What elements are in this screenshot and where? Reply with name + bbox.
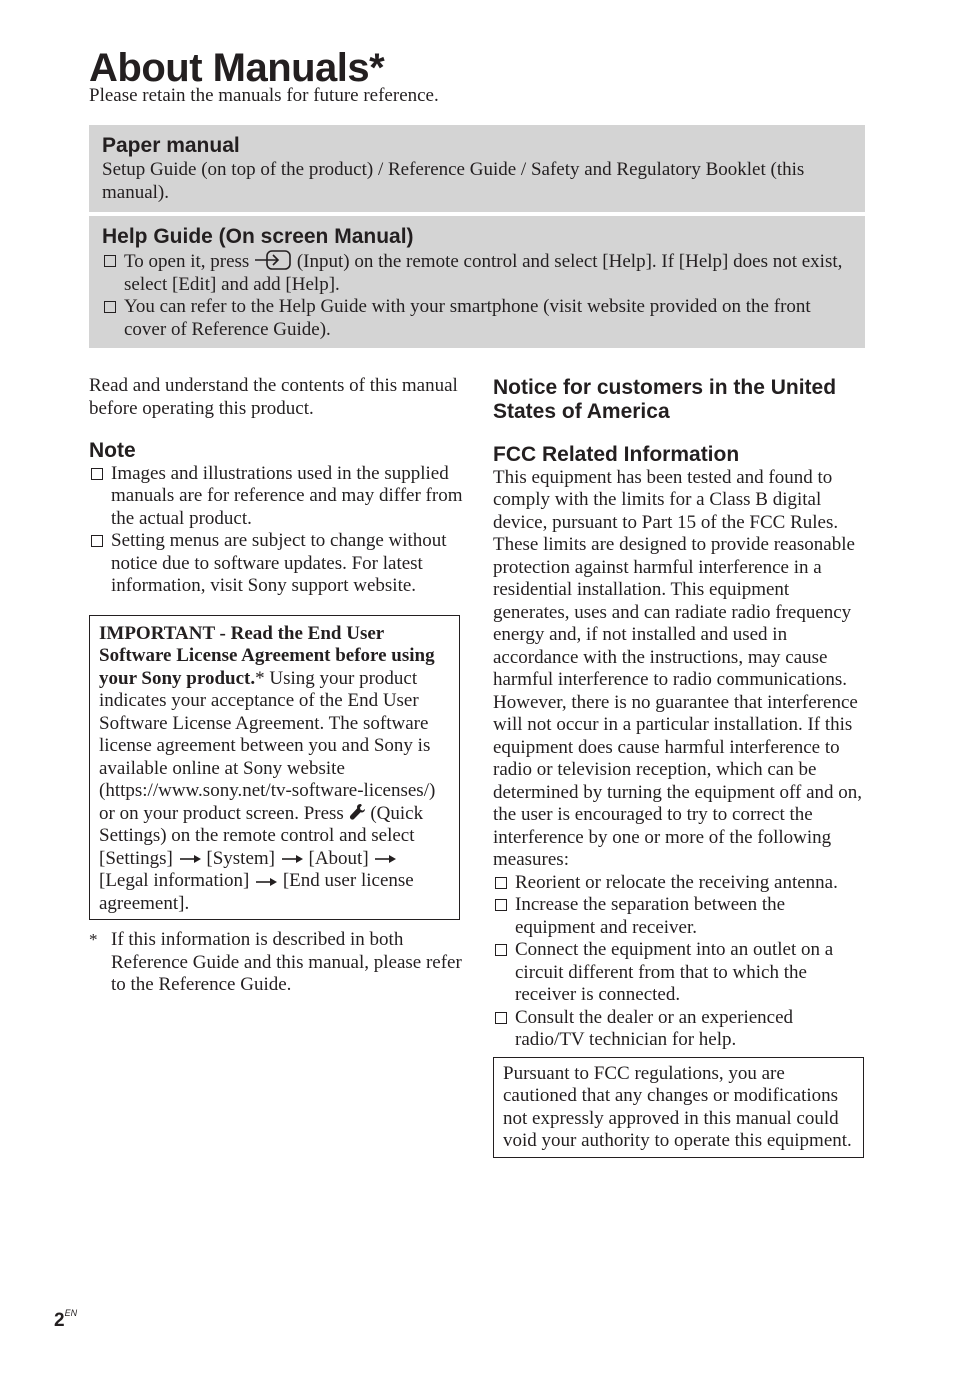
right-column	[493, 376, 865, 1158]
notice-heading: Notice for customers in the United States of America	[493, 376, 837, 423]
help-guide-item-1	[102, 250, 852, 296]
paper-manual-text: Setup Guide (on top of the product) / Reference Guide / Safety and Regulatory Booklet (this manual).	[102, 159, 805, 203]
measure-item-2-text: Increase the separation between the equipment and receiver.	[515, 894, 786, 938]
checkbox-bullet-icon	[495, 1012, 507, 1024]
note-item-2-text: Setting menus are subject to change without notice due to software updates. For latest information, visit Sony support website.	[111, 530, 447, 596]
fcc-caution-box	[493, 1057, 864, 1158]
intro-text: Read and understand the contents of this manual before operating this product.	[89, 375, 458, 419]
checkbox-bullet-icon	[495, 899, 507, 911]
paper-manual-heading: Paper manual	[102, 134, 240, 157]
input-icon	[254, 250, 292, 270]
measure-item-3-text: Connect the equipment into an outlet on a circuit different from that to which the receiver is connected.	[515, 939, 834, 1005]
page-number-value: 2	[54, 1310, 65, 1331]
checkbox-bullet-icon	[91, 535, 103, 547]
measure-item-1-text: Reorient or relocate the receiving antenna.	[515, 871, 838, 893]
measure-item-3	[493, 939, 865, 1007]
help-guide-item-1-after: (Input) on the remote control and select [Help]. If [Help] does not exist, select [Edit] and add [Help].	[124, 251, 843, 295]
arrow-right-icon	[280, 854, 304, 864]
checkbox-bullet-icon	[104, 255, 116, 267]
important-body-quick: (Quick Settings) on the remote control and select [Settings]	[99, 802, 424, 869]
checkbox-bullet-icon	[495, 944, 507, 956]
arrow-right-icon	[254, 877, 278, 887]
important-body-end: [End user license agreement].	[99, 870, 414, 914]
measure-item-4	[493, 1007, 865, 1052]
note-item-1-text: Images and illustrations used in the supplied manuals are for reference and may differ from the actual product.	[111, 462, 463, 529]
note-heading: Note	[89, 439, 136, 462]
page-subtitle: Please retain the manuals for future reference.	[89, 85, 439, 106]
measure-item-2	[493, 894, 865, 939]
footnote	[89, 929, 464, 997]
important-body-system: [System]	[206, 847, 275, 869]
language-code: EN	[64, 1308, 78, 1318]
measure-item-1	[493, 872, 865, 895]
page-title: About Manuals*	[89, 46, 385, 90]
help-guide-item-2-text: You can refer to the Help Guide with your smartphone (visit website provided on the front cover of Reference Guide).	[124, 296, 811, 340]
footnote-mark: *	[89, 930, 98, 949]
help-guide-item-1-before: To open it, press	[124, 251, 250, 272]
help-guide-heading: Help Guide (On screen Manual)	[102, 225, 414, 248]
note-item-1	[89, 463, 464, 531]
help-guide-item-2	[102, 296, 852, 341]
important-body-about: [About]	[308, 847, 369, 869]
important-body-before: * Using your product indicates your acceptance of the End User Software License Agreement. The software license agreement between you and Sony is available online at Sony website (https://www.sony.net/tv-software-licenses/) or on your product screen. Press	[99, 667, 436, 824]
measure-item-4-text: Consult the dealer or an experienced radio/TV technician for help.	[515, 1006, 794, 1050]
arrow-right-icon	[373, 854, 397, 864]
page-number	[54, 1308, 77, 1332]
checkbox-bullet-icon	[104, 301, 116, 313]
fcc-heading: FCC Related Information	[493, 443, 740, 466]
note-item-2	[89, 530, 464, 598]
left-column	[89, 375, 464, 997]
important-body-legal: [Legal information]	[99, 870, 250, 891]
arrow-right-icon	[178, 854, 202, 864]
footnote-text: If this information is described in both Reference Guide and this manual, please refer to the Reference Guide.	[111, 929, 462, 995]
wrench-icon	[349, 803, 366, 821]
paper-manual-box	[89, 125, 865, 212]
checkbox-bullet-icon	[495, 877, 507, 889]
checkbox-bullet-icon	[91, 468, 103, 480]
important-license-box	[89, 615, 460, 921]
fcc-caution-text: Pursuant to FCC regulations, you are cautioned that any changes or modifications not expressly approved in this manual could void your authority to operate this equipment.	[503, 1062, 852, 1151]
help-guide-box	[89, 216, 865, 348]
important-license-text	[99, 623, 451, 916]
important-bold-text: IMPORTANT - Read the End User Software License Agreement before using your Sony product.	[99, 622, 435, 689]
fcc-text: This equipment has been tested and found to comply with the limits for a Class B digital device, pursuant to Part 15 of the FCC Rules. These limits are designed to provide reasonable protection against harmful interference in a residential installation. This equipment generates, uses and can radiate radio frequency energy and, if not installed and used in accordance with the instructions, may cause harmful interference to radio communications. However, there is no guarantee that interference will not occur in a particular installation. If this equipment does cause harmful interference to radio or television reception, which can be determined by turning the equipment off and on, the user is encouraged to try to correct the interference by one or more of the following measures:	[493, 466, 863, 870]
